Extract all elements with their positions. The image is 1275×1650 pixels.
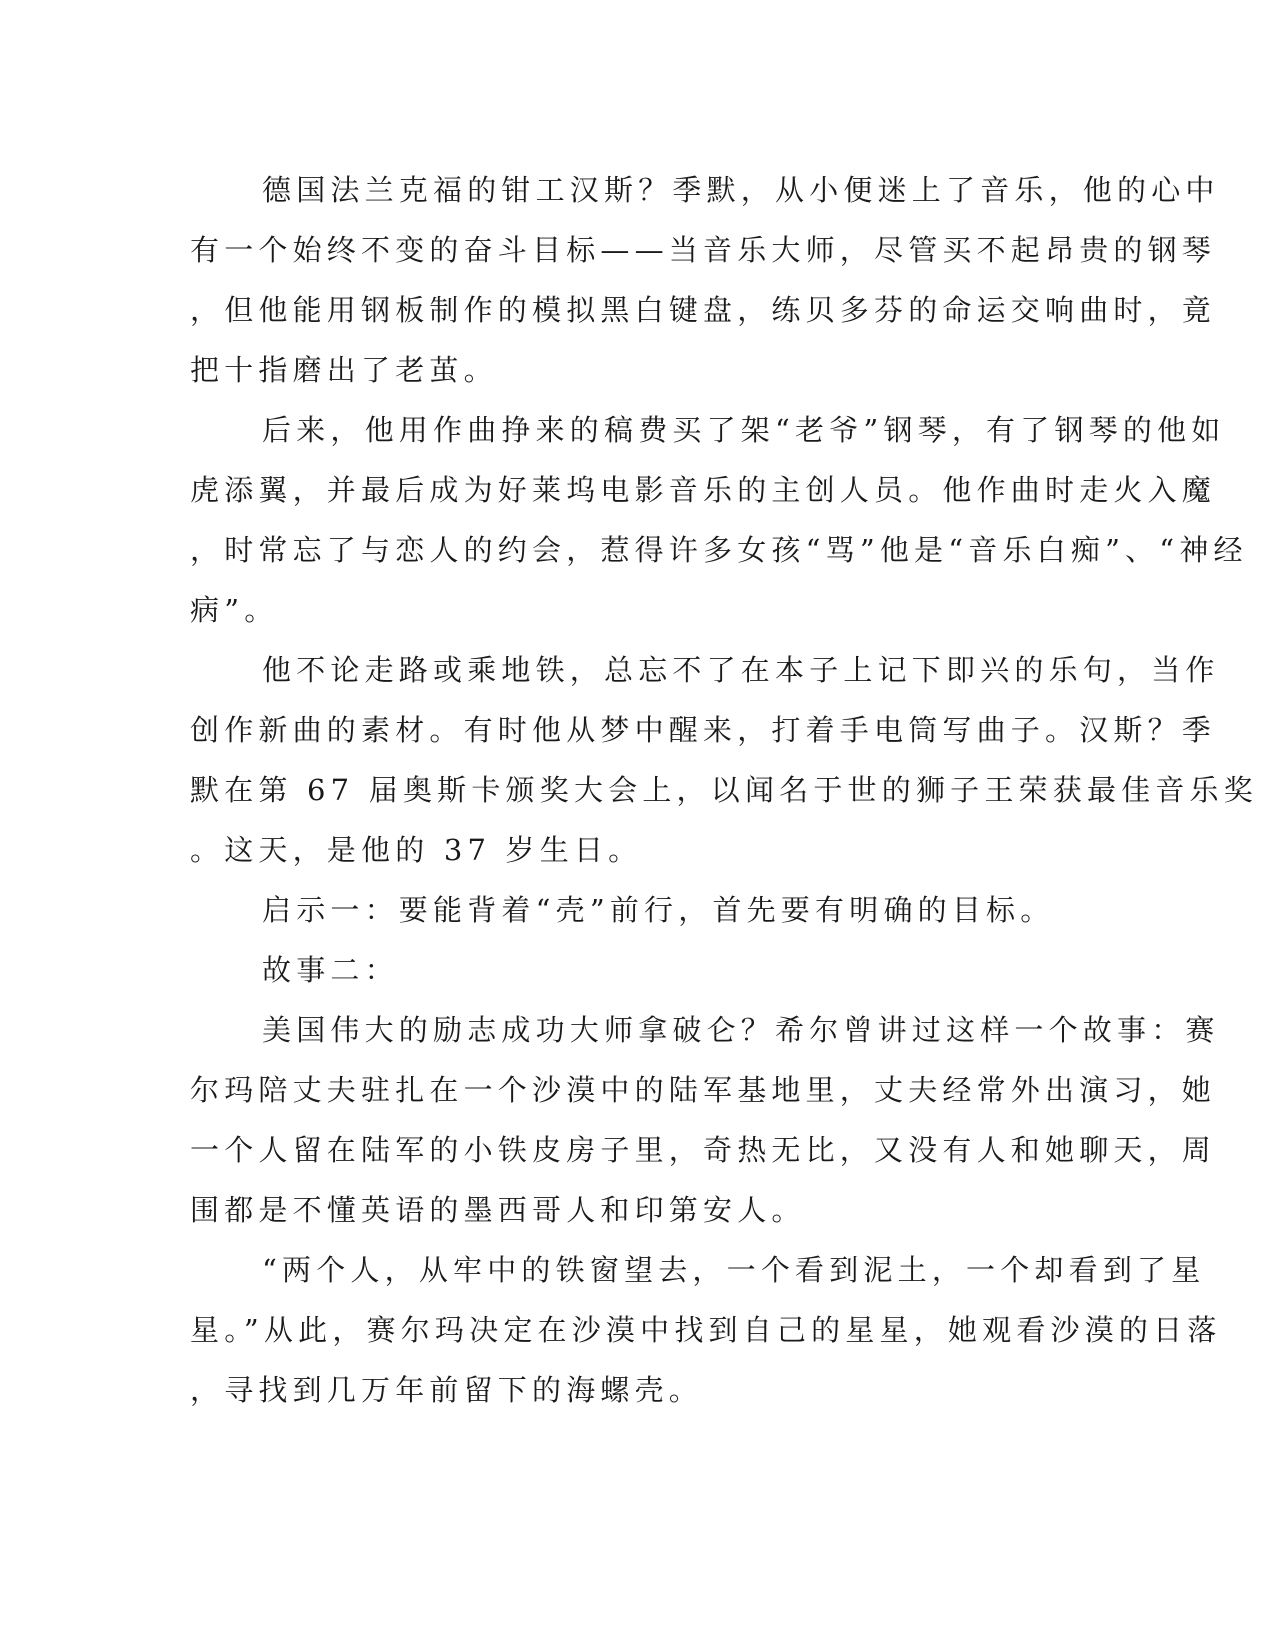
text-line: ，寻找到几万年前留下的海螺壳。 xyxy=(190,1373,704,1407)
document-body xyxy=(190,160,1258,1420)
text-line: 星。”从此，赛尔玛决定在沙漠中找到自己的星星，她观看沙漠的日落 xyxy=(190,1313,1222,1347)
text-line: ，时常忘了与恋人的约会，惹得许多女孩“骂”他是“音乐白痴”、“神经 xyxy=(190,533,1248,567)
text-line: ，但他能用钢板制作的模拟黑白键盘，练贝多芬的命运交响曲时，竟 xyxy=(190,293,1217,327)
text-line: 故事二： xyxy=(262,953,399,987)
text-line: 后来，他用作曲挣来的稿费买了架“老爷”钢琴，有了钢琴的他如 xyxy=(262,413,1226,447)
text-line: 美国伟大的励志成功大师拿破仑？希尔曾讲过这样一个故事：赛 xyxy=(262,1013,1220,1047)
text-line: 尔玛陪丈夫驻扎在一个沙漠中的陆军基地里，丈夫经常外出演习，她 xyxy=(190,1073,1217,1107)
text-line: 默在第 67 届奥斯卡颁奖大会上，以闻名于世的狮子王荣获最佳音乐奖 xyxy=(190,773,1258,807)
text-line: 把十指磨出了老茧。 xyxy=(190,353,498,387)
text-line: 有一个始终不变的奋斗目标——当音乐大师，尽管买不起昂贵的钢琴 xyxy=(190,233,1217,267)
text-line: 围都是不懂英语的墨西哥人和印第安人。 xyxy=(190,1193,806,1227)
text-line: 德国法兰克福的钳工汉斯？季默，从小便迷上了音乐，他的心中 xyxy=(262,173,1220,207)
text-line: 一个人留在陆军的小铁皮房子里，奇热无比，又没有人和她聊天，周 xyxy=(190,1133,1217,1167)
text-line: 。这天，是他的 37 岁生日。 xyxy=(190,833,643,867)
text-line: 病”。 xyxy=(190,593,279,627)
text-line: “两个人，从牢中的铁窗望去，一个看到泥土，一个却看到了星 xyxy=(262,1253,1206,1287)
text-line: 创作新曲的素材。有时他从梦中醒来，打着手电筒写曲子。汉斯？季 xyxy=(190,713,1217,747)
text-line: 启示一：要能背着“壳”前行，首先要有明确的目标。 xyxy=(262,893,1055,927)
text-line: 他不论走路或乘地铁，总忘不了在本子上记下即兴的乐句，当作 xyxy=(262,653,1220,687)
text-line: 虎添翼，并最后成为好莱坞电影音乐的主创人员。他作曲时走火入魔 xyxy=(190,473,1217,507)
